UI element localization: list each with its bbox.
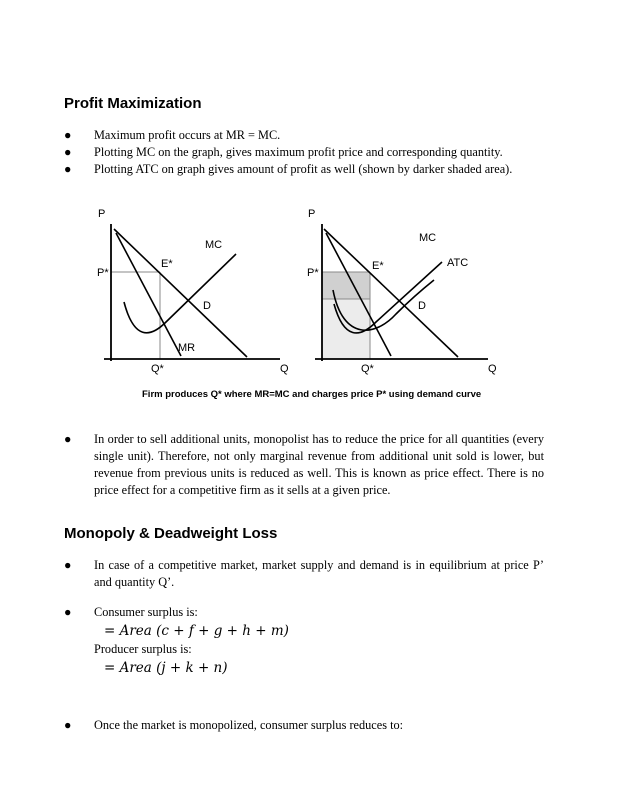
bullet-dot-icon: ● <box>64 162 72 176</box>
bullet-item <box>64 431 544 499</box>
bullet-dot-icon: ● <box>64 718 72 732</box>
left-e-star-label: E* <box>161 258 173 270</box>
left-demand-curve <box>114 229 247 357</box>
bullet-text: Maximum profit occurs at MR = MC. <box>94 128 281 142</box>
bullet-dot-icon: ● <box>64 145 72 159</box>
right-atc-label: ATC <box>447 257 469 269</box>
section-title-deadweight-loss: Monopoly & Deadweight Loss <box>64 525 278 542</box>
bullet-dot-icon: ● <box>64 558 72 572</box>
bullet-text: Plotting ATC on graph gives amount of profit as well (shown by darker shaded area). <box>94 162 513 176</box>
left-p-axis-label: P <box>98 208 106 220</box>
figure-caption: Firm produces Q* where MR=MC and charges price P* using demand curve <box>142 389 482 400</box>
surplus-list <box>64 604 544 678</box>
right-d-label: D <box>418 300 426 312</box>
bullet-item <box>64 604 544 678</box>
bullet-text: Plotting MC on the graph, gives maximum profit price and corresponding quantity. <box>94 145 503 159</box>
left-q-axis-label: Q <box>280 363 289 375</box>
price-effect-list <box>64 431 544 499</box>
consumer-surplus-formula: = Area (c + f + g + h + m) <box>104 623 289 639</box>
bullet-dot-icon: ● <box>64 128 72 142</box>
price-effect-paragraph: In order to sell additional units, monopolist has to reduce the price for all quantities (every single unit). Therefore, not only marginal revenue from additional unit sold is lower, but revenue from previous units is reduced as well. This is known as price effect. There is no price effect for a competitive firm as it sells at a given price. <box>94 432 544 497</box>
left-graph <box>97 208 289 375</box>
bullet-dot-icon: ● <box>64 432 72 446</box>
left-q-star-label: Q* <box>151 363 164 375</box>
monopolized-list <box>64 717 544 734</box>
right-q-axis-label: Q <box>488 363 497 375</box>
left-mc-label: MC <box>205 239 223 251</box>
section-title-profit-maximization: Profit Maximization <box>64 95 202 112</box>
right-q-star-label: Q* <box>361 363 374 375</box>
right-p-star-label: P* <box>307 267 319 279</box>
bullet-dot-icon: ● <box>64 605 72 619</box>
deadweight-bullet-list <box>64 557 544 591</box>
producer-surplus-formula: = Area (j + k + n) <box>104 660 228 676</box>
left-mr-curve <box>116 233 181 356</box>
right-e-star-label: E* <box>372 260 384 272</box>
competitive-market-text: In case of a competitive market, market supply and demand is in equilibrium at price P’ and quantity Q’. <box>94 558 544 589</box>
consumer-surplus-label: Consumer surplus is: <box>94 605 198 619</box>
right-graph <box>307 208 497 375</box>
monopolized-text: Once the market is monopolized, consumer surplus reduces to: <box>94 718 404 732</box>
left-mr-label: MR <box>178 342 196 354</box>
left-d-label: D <box>203 300 211 312</box>
right-mc-label: MC <box>419 232 437 244</box>
left-p-star-label: P* <box>97 267 109 279</box>
bullet-item <box>64 717 544 734</box>
producer-surplus-label: Producer surplus is: <box>94 642 192 656</box>
right-profit-shaded-area <box>322 272 370 299</box>
bullet-item <box>64 557 544 591</box>
right-p-axis-label: P <box>308 208 316 220</box>
